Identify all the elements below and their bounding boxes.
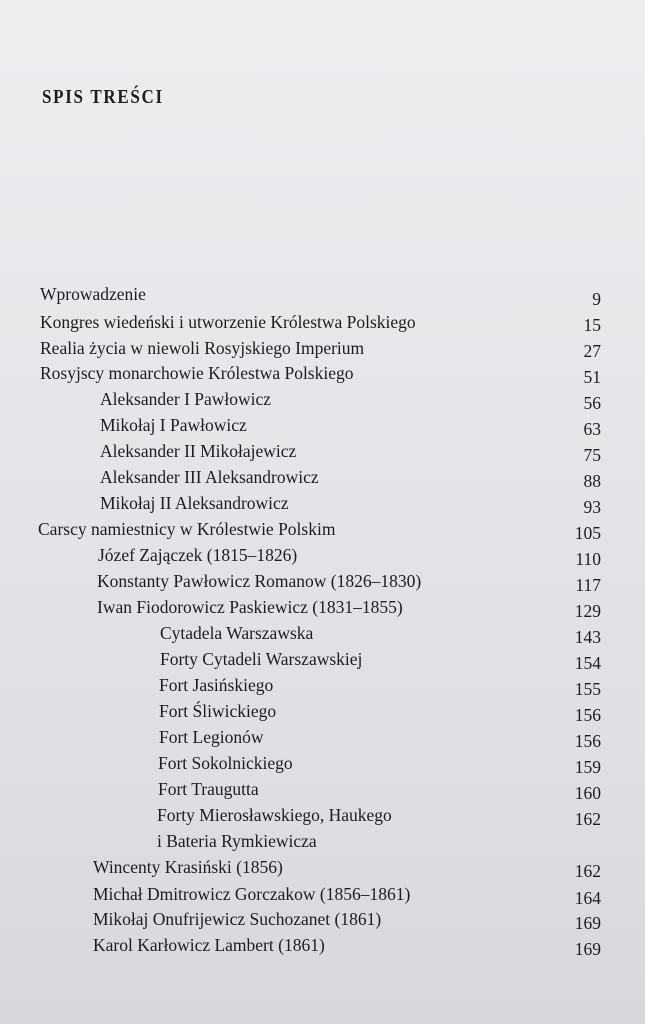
toc-entry-title: Rosyjscy monarchowie Królestwa Polskiego [40,363,354,383]
toc-entry-title: Carscy namiestnicy w Królestwie Polskim [38,519,336,539]
toc-entry-page: 9 [592,289,601,309]
toc-entry-page: 155 [574,679,601,699]
toc-entry-title: Forty Cytadeli Warszawskiej [160,649,363,669]
toc-entry-page: 154 [574,653,601,673]
toc-entry-title: Aleksander III Aleksandrowicz [100,467,319,487]
toc-entry-title: Wincenty Krasiński (1856) [93,857,283,877]
toc-entry-page: 156 [574,705,601,725]
toc-entry-page: 56 [583,393,601,413]
toc-entry-page: 162 [574,809,601,829]
toc-entry-page: 15 [583,315,601,335]
toc-entry-page: 143 [574,627,601,647]
toc-entry-page: 88 [583,471,601,491]
toc-entry-page: 117 [575,575,601,595]
toc-entry-page: 129 [574,601,601,621]
toc-entry-title: Fort Sokolnickiego [158,753,293,773]
toc-entry-page: 27 [583,341,601,361]
toc-entry-page: 110 [575,549,601,569]
toc-entry-page: 169 [574,939,601,959]
toc-entry-title: Realia życia w niewoli Rosyjskiego Imperium [40,338,365,358]
toc-entry-page: 156 [574,731,601,751]
toc-entry-title: Forty Mierosławskiego, Haukego [157,805,392,825]
toc-entry-title: Konstanty Pawłowicz Romanow (1826–1830) [97,571,422,591]
toc-entry-title: Aleksander I Pawłowicz [100,389,272,409]
toc-entry-page: 160 [574,783,601,803]
toc-entry-page: 93 [583,497,601,517]
toc-entry-title: Fort Traugutta [158,779,259,799]
toc-entry-page: 164 [574,888,601,908]
toc-entry-title: Aleksander II Mikołajewicz [100,441,297,461]
page-title: SPIS TREŚCI [42,86,164,108]
toc-entry-title: Michał Dmitrowicz Gorczakow (1856–1861) [93,884,411,904]
toc-entry-title: Fort Legionów [159,727,264,747]
toc-entry-title: Wprowadzenie [40,284,146,304]
toc-entry-title: Cytadela Warszawska [160,623,314,643]
toc-entry-page: 169 [574,913,601,933]
toc-entry-title: Iwan Fiodorowicz Paskiewicz (1831–1855) [97,597,403,617]
toc-entry-title: Kongres wiedeński i utworzenie Królestwa Polskiego [40,312,416,332]
toc-entry-page: 63 [583,419,601,439]
toc-entry-title: Fort Jasińskiego [159,675,274,695]
toc-entry-title: Mikołaj Onufrijewicz Suchozanet (1861) [93,909,382,929]
toc-entry-page: 105 [574,523,601,543]
toc-entry-page: 51 [583,367,601,387]
toc-entry-title: Józef Zajączek (1815–1826) [98,545,298,565]
toc-entry-title: Mikołaj II Aleksandrowicz [100,493,289,513]
toc-entry-page: 159 [574,757,601,777]
toc-entry-page: 162 [574,861,601,881]
toc-entry-page: 75 [583,445,601,465]
toc-entry-title: Karol Karłowicz Lambert (1861) [93,935,325,955]
toc-entry-title: i Bateria Rymkiewicza [157,831,317,851]
toc-entry-title: Fort Śliwickiego [159,701,277,721]
toc-entry-title: Mikołaj I Pawłowicz [100,415,247,435]
